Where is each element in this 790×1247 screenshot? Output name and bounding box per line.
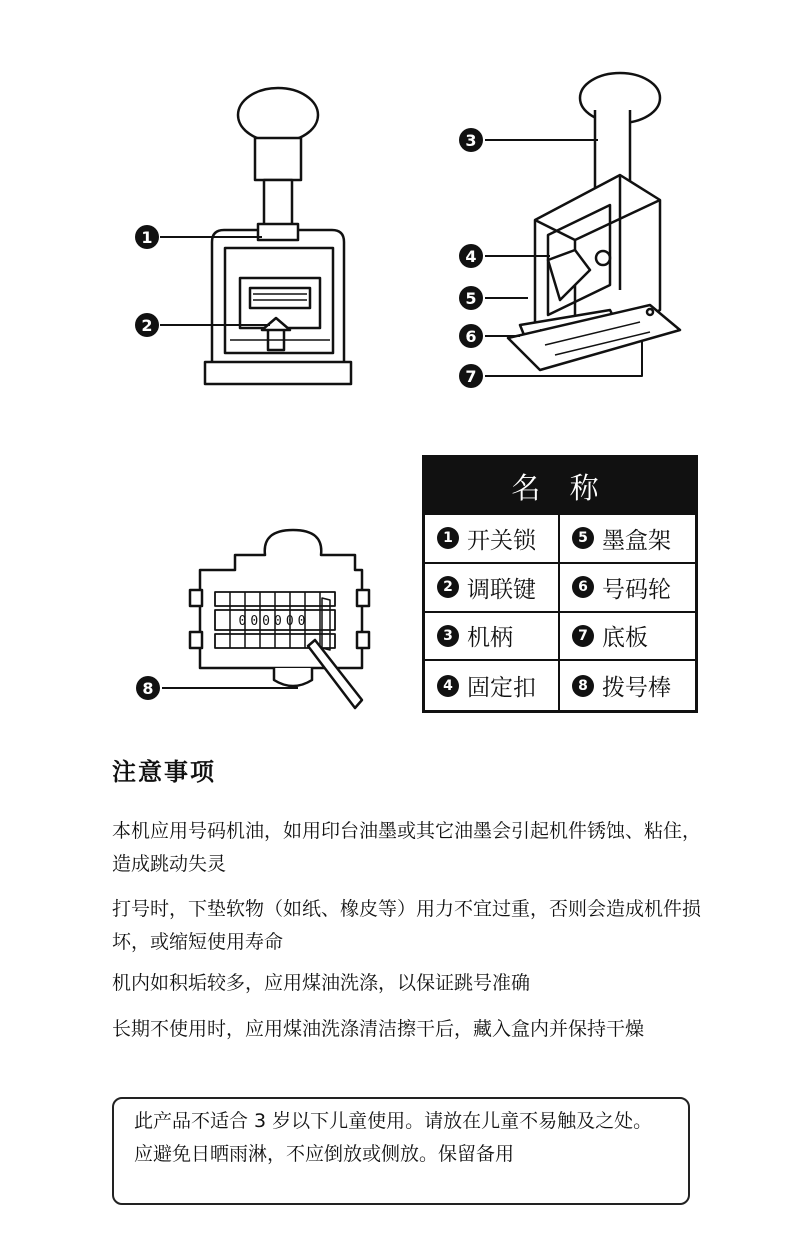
part-number: 3 [437, 625, 459, 647]
note-item: 机内如积垢较多，应用煤油洗涤，以保证跳号准确 [112, 972, 531, 994]
table-cell [425, 564, 560, 613]
table-cell [425, 661, 560, 710]
part-number: 4 [437, 675, 459, 697]
callout-1 [135, 225, 159, 249]
part-label: 固定扣 [467, 675, 536, 702]
svg-text:6: 6 [465, 327, 477, 346]
callout-3 [459, 128, 483, 152]
svg-text:5: 5 [465, 289, 477, 308]
table-grid [425, 515, 695, 710]
part-number: 7 [572, 625, 594, 647]
part-number: 6 [572, 576, 594, 598]
callout-6 [459, 324, 483, 348]
table-title: 名 称 [425, 458, 695, 515]
table-cell [425, 613, 560, 662]
svg-text:2: 2 [141, 316, 153, 335]
notes-title: 注意事项 [112, 758, 216, 786]
svg-text:8: 8 [142, 679, 154, 698]
callout-8 [136, 676, 160, 700]
callout-5 [459, 286, 483, 310]
table-cell [425, 515, 560, 564]
callout-2 [135, 313, 159, 337]
table-cell [560, 564, 695, 613]
warning-box: 此产品不适合 3 岁以下儿童使用。请放在儿童不易触及之处。应避免日晒雨淋，不应倒放或侧放。保留备用 [112, 1097, 690, 1205]
table-cell [560, 515, 695, 564]
svg-text:3: 3 [465, 131, 477, 150]
svg-text:7: 7 [465, 367, 477, 386]
part-label: 墨盒架 [602, 527, 671, 554]
part-label: 开关锁 [467, 527, 536, 554]
note-item: 本机应用号码机油，如用印台油墨或其它油墨会引起机件锈蚀、粘住，造成跳动失灵 [112, 820, 702, 875]
table-cell [560, 613, 695, 662]
table-cell [560, 661, 695, 710]
parts-name-table [422, 455, 698, 713]
part-label: 机柄 [467, 625, 513, 652]
part-number: 8 [572, 675, 594, 697]
part-label: 调联键 [467, 576, 536, 603]
counter-digits: 000000 [238, 614, 310, 629]
callout-4 [459, 244, 483, 268]
callout-7 [459, 364, 483, 388]
svg-text:1: 1 [141, 228, 153, 247]
part-label: 号码轮 [602, 576, 671, 603]
part-number: 5 [572, 527, 594, 549]
svg-text:4: 4 [465, 247, 477, 266]
note-item: 打号时，下垫软物（如纸、橡皮等）用力不宜过重，否则会造成机件损坏，或缩短使用寿命 [112, 898, 702, 953]
part-label: 底板 [602, 625, 648, 652]
part-label: 拨号棒 [602, 675, 671, 702]
perspective-view-machine [508, 73, 680, 370]
part-number: 1 [437, 527, 459, 549]
part-number: 2 [437, 576, 459, 598]
note-item: 长期不使用时，应用煤油洗涤清洁擦干后，藏入盒内并保持干燥 [112, 1018, 645, 1040]
